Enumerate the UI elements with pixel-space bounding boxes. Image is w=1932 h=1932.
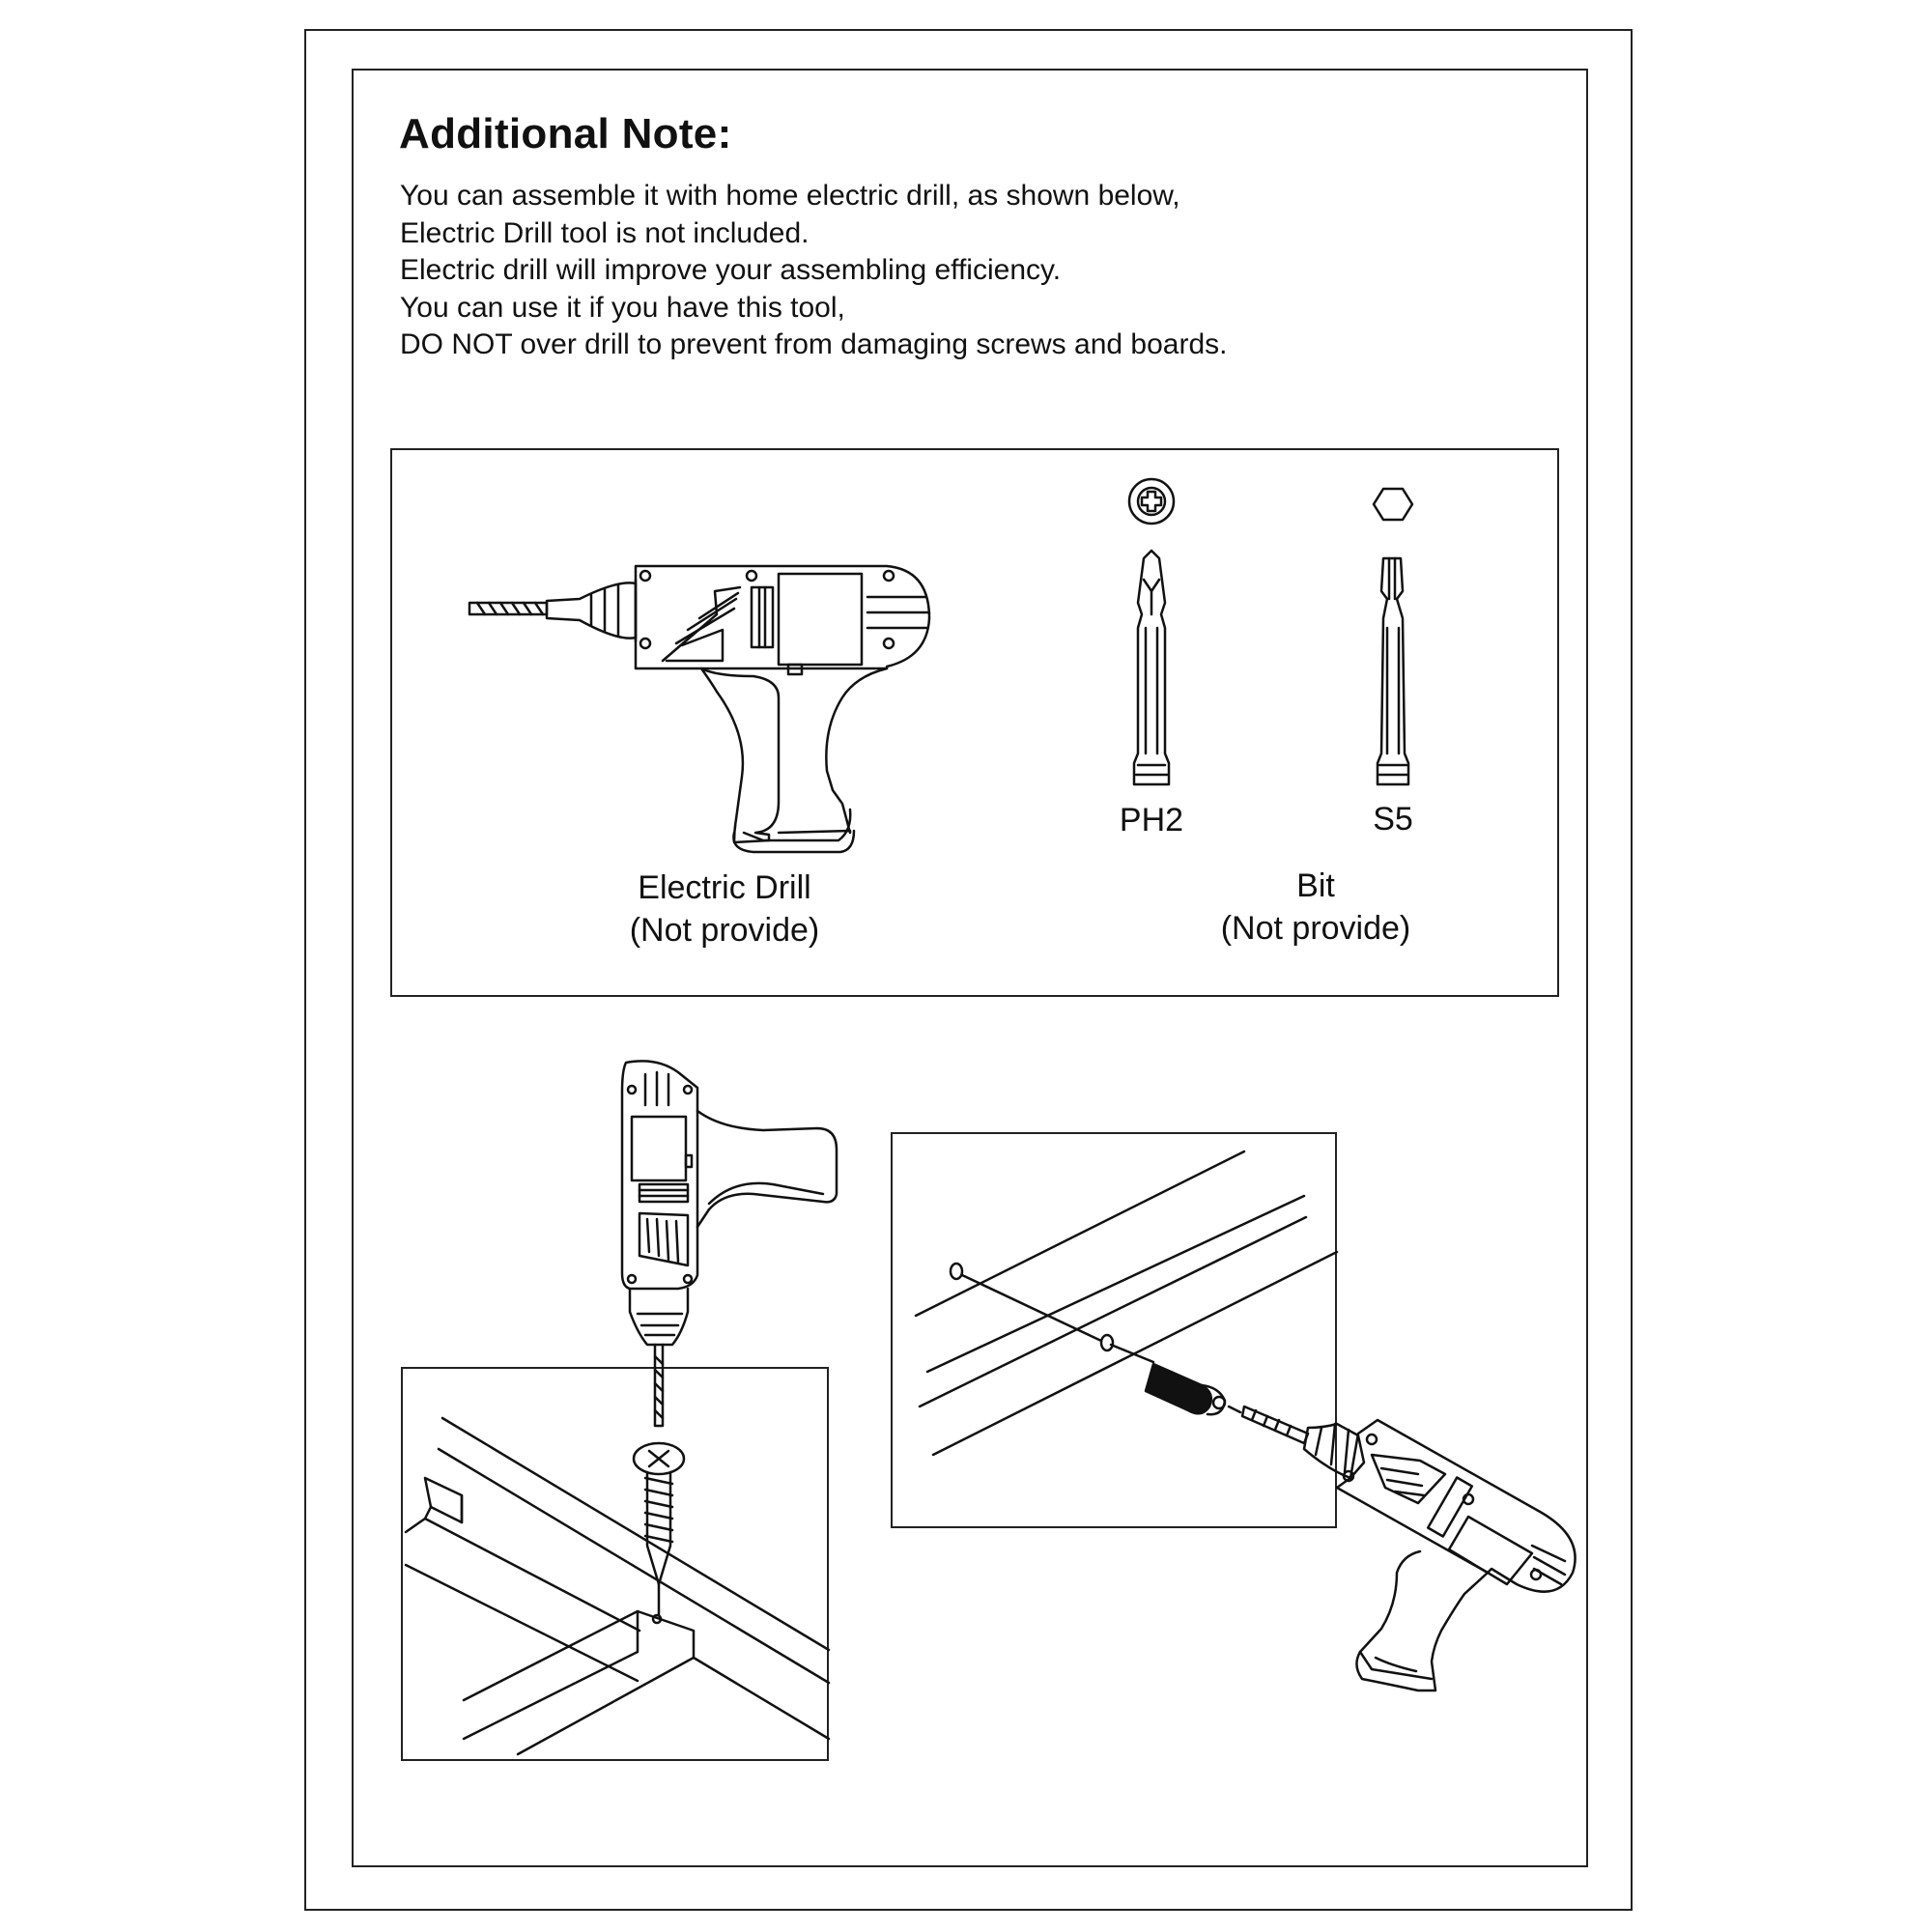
drill-status: (Not provide) — [629, 912, 820, 949]
vertical-drilling-icon — [406, 1061, 837, 1754]
drill-caption — [580, 867, 869, 952]
note-line: You can assemble it with home electric drill, as shown below, — [400, 180, 1180, 212]
note-line: You can use it if you have this tool, — [400, 291, 845, 324]
s5-label: S5 — [1373, 801, 1413, 838]
bit-name: Bit — [1296, 867, 1335, 904]
ph2-label: PH2 — [1119, 802, 1184, 838]
electric-drill-icon — [469, 566, 929, 852]
note-line: Electric drill will improve your assembling efficiency. — [400, 254, 1062, 286]
horizontal-drilling-icon — [916, 1151, 1576, 1690]
phillips-bit-icon — [1129, 479, 1174, 784]
note-line: DO NOT over drill to prevent from damaging screws and boards. — [400, 328, 1228, 360]
bit-status: (Not provide) — [1220, 910, 1411, 947]
note-line: Electric Drill tool is not included. — [400, 216, 810, 249]
drill-name: Electric Drill — [638, 869, 811, 906]
note-title: Additional Note: — [399, 110, 732, 157]
bit-caption — [1171, 865, 1461, 950]
square-bit-icon — [1374, 489, 1412, 784]
